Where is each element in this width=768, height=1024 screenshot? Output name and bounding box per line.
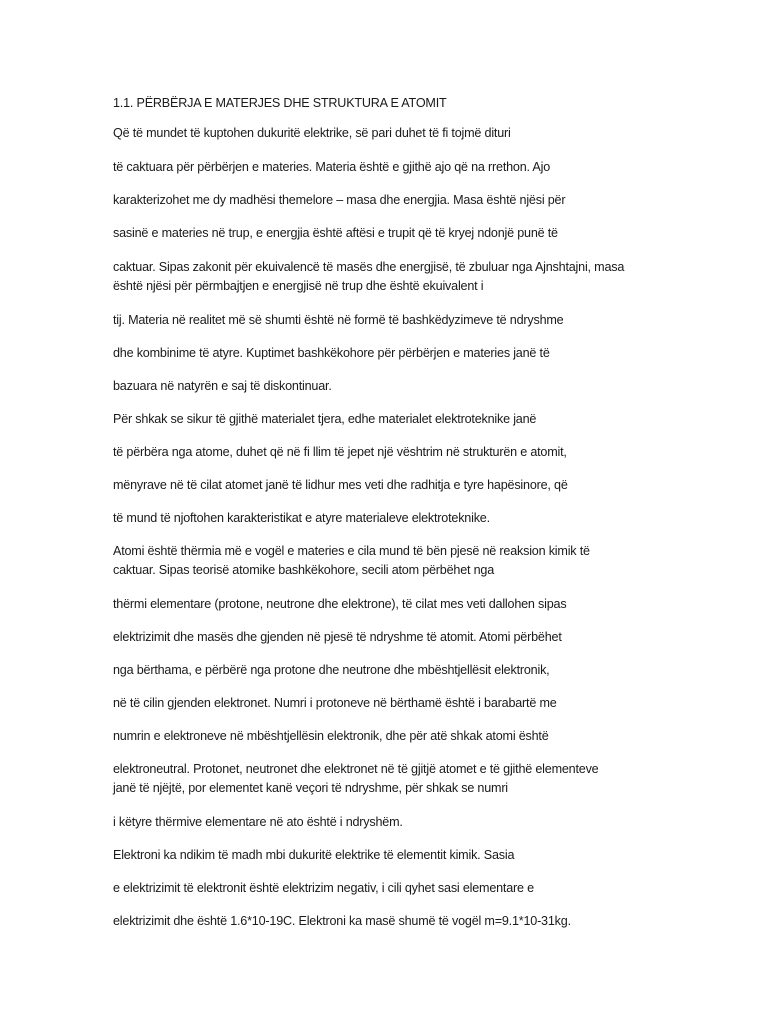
- text-line: e elektrizimit të elektronit është elektrizim negativ, i cili qyhet sasi elementare e: [113, 881, 534, 895]
- text-line: caktuar. Sipas teorisë atomike bashkëkohore, secili atom përbëhet nga: [113, 563, 495, 577]
- text-line: Atomi është thërmia më e vogël e materies e cila mund të bën pjesë në reaksion kimik të: [113, 544, 590, 558]
- text-line: në të cilin gjenden elektronet. Numri i protoneve në bërthamë është i barabartë me: [113, 696, 557, 710]
- text-line: elektrizimit dhe është 1.6*10-19C. Elektroni ka masë shumë të vogël m=9.1*10-31kg.: [113, 914, 571, 928]
- text-line: të caktuara për përbërjen e materies. Materia është e gjithë ajo që na rrethon. Ajo: [113, 160, 551, 174]
- text-line: elektrizimit dhe masës dhe gjenden në pjesë të ndryshme të atomit. Atomi përbëhet: [113, 630, 562, 644]
- text-line: elektroneutral. Protonet, neutronet dhe elektronet në të gjitjë atomet e të gjithë elementeve: [113, 762, 599, 776]
- page-title: 1.1. PËRBËRJA E MATERJES DHE STRUKTURA E ATOMIT: [113, 96, 447, 110]
- text-line: bazuara në natyrën e saj të diskontinuar.: [113, 379, 332, 393]
- text-line: të përbëra nga atome, duhet që në fi llim të jepet një vështrim në strukturën e atomit,: [113, 445, 567, 459]
- text-line: sasinë e materies në trup, e energjia është aftësi e trupit që të kryej ndonjë punë të: [113, 226, 558, 240]
- text-line: të mund të njoftohen karakteristikat e atyre materialeve elektroteknike.: [113, 511, 490, 525]
- text-line: Elektroni ka ndikim të madh mbi dukuritë elektrike të elementit kimik. Sasia: [113, 848, 515, 862]
- text-line: Për shkak se sikur të gjithë materialet tjera, edhe materialet elektroteknike janë: [113, 412, 537, 426]
- text-line: është njësi për përmbajtjen e energjisë në trup dhe është ekuivalent i: [113, 279, 484, 293]
- text-line: numrin e elektroneve në mbështjellësin elektronik, dhe për atë shkak atomi është: [113, 729, 549, 743]
- text-line: Që të mundet të kuptohen dukuritë elektrike, së pari duhet të fi tojmë dituri: [113, 126, 511, 140]
- text-line: janë të njëjtë, por elementet kanë veçori të ndryshme, për shkak se numri: [113, 781, 508, 795]
- text-line: nga bërthama, e përbërë nga protone dhe neutrone dhe mbështjellësit elektronik,: [113, 663, 550, 677]
- text-line: karakterizohet me dy madhësi themelore – masa dhe energjia. Masa është njësi për: [113, 193, 566, 207]
- text-line: mënyrave në të cilat atomet janë të lidhur mes veti dhe radhitja e tyre hapësinore, që: [113, 478, 568, 492]
- text-line: caktuar. Sipas zakonit për ekuivalencë të masës dhe energjisë, të zbuluar nga Ajnshtajni, masa: [113, 260, 625, 274]
- text-line: dhe kombinime të atyre. Kuptimet bashkëkohore për përbërjen e materies janë të: [113, 346, 550, 360]
- text-line: i këtyre thërmive elementare në ato është i ndryshëm.: [113, 815, 403, 829]
- text-line: tij. Materia në realitet më së shumti është në formë të bashkëdyzimeve të ndryshme: [113, 313, 564, 327]
- text-line: thërmi elementare (protone, neutrone dhe elektrone), të cilat mes veti dallohen sipas: [113, 597, 567, 611]
